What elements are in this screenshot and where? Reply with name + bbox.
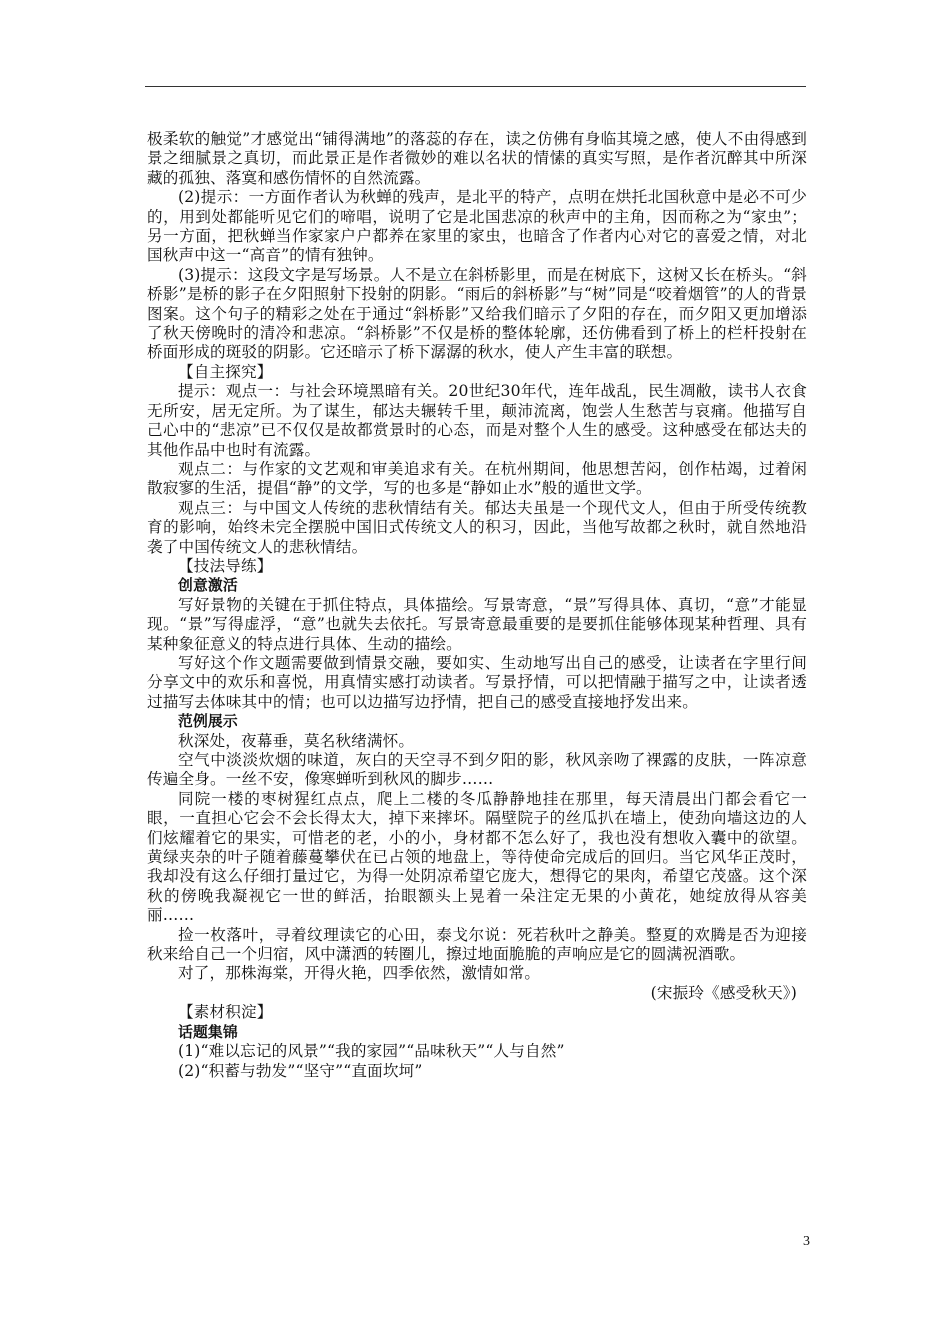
subheading-creative: 创意激活 bbox=[178, 577, 238, 595]
section-heading-material: 【素材积淀】 bbox=[178, 1003, 273, 1022]
header-rule bbox=[145, 86, 806, 87]
paragraph-example-5: 对了，那株海棠，开得火艳，四季依然，激情如常。 bbox=[178, 964, 541, 983]
paragraph-example-4: 捡一枚落叶，寻着纹理读它的心田，泰戈尔说：死若秋叶之静美。整夏的欢腾是否为迎接秋来给自己一个归宿，风中潇洒的转圈儿，擦过地面脆脆的声响应是它的圆满祝酒歌。 bbox=[147, 925, 807, 964]
citation: (宋振玲《感受秋天》) bbox=[650, 983, 797, 1002]
paragraph-example-1: 秋深处，夜幕垂，莫名秋绪满怀。 bbox=[178, 731, 415, 750]
paragraph-creative-1: 写好景物的关键在于抓住特点，具体描绘。写景寄意，“景”写得具体、真切，“意”才能显现。“景”写得虚浮，“意”也就失去依托。写景寄意最重要的是要抓住能够体现某种哲理、具有某种象征意义的特点进行具体、生动的描绘。 bbox=[147, 595, 807, 653]
paragraph-hint-3: (3)提示：这段文字是写场景。人不是立在斜桥影里，而是在树底下，这树又长在桥头。“斜桥影”是桥的影子在夕阳照射下投射的阴影。“雨后的斜桥影”与“树”同是“咬着烟管”的人的背景图案。这个句子的精彩之处在于通过“斜桥影”又给我们暗示了夕阳的存在，而夕阳又更加增添了秋天傍晚时的清冷和悲凉。“斜桥影”不仅是桥的整体轮廓，还仿佛看到了桥上的栏杆投射在桥面形成的斑驳的阴影。它还暗示了桥下潺潺的秋水，使人产生丰富的联想。 bbox=[147, 265, 807, 362]
paragraph-continued: 极柔软的触觉”才感觉出“铺得满地”的落蕊的存在，读之仿佛有身临其境之感，使人不由得感到景之细腻景之真切，而此景正是作者微妙的难以名状的情愫的真实写照，是作者沉醉其中所深藏的孤独、落寞和感伤情怀的自然流露。 bbox=[147, 130, 807, 187]
page-number: 3 bbox=[803, 1234, 810, 1249]
paragraph-creative-2: 写好这个作文题需要做到情景交融，要如实、生动地写出自己的感受，让读者在字里行间分享文中的欢乐和喜悦，用真情实感打动读者。写景抒情，可以把情融于描写之中，让读者透过描写去体味其中的情；也可以边描写边抒情，把自己的感受直接地抒发出来。 bbox=[147, 653, 807, 711]
section-heading-technique: 【技法导练】 bbox=[178, 556, 273, 575]
paragraph-view-2: 观点二：与作家的文艺观和审美追求有关。在杭州期间，他思想苦闷，创作枯竭，过着闲散寂寥的生活，提倡“静”的文学，写的也多是“静如止水”般的遁世文学。 bbox=[147, 459, 807, 498]
subheading-example: 范例展示 bbox=[178, 713, 238, 731]
document-body bbox=[147, 130, 807, 1081]
paragraph-view-1: 提示：观点一：与社会环境黑暗有关。20世纪30年代，连年战乱，民生凋敝，读书人衣食无所安，居无定所。为了谋生，郁达夫辗转千里，颠沛流离，饱尝人生愁苦与哀痛。他描写自己心中的“悲凉”已不仅仅是故都赏景时的心态，而是对整个人生的感受。这种感受在郁达夫的其他作品中也时有流露。 bbox=[147, 382, 807, 459]
topic-list-item-2: (2)“积蓄与勃发”“坚守”“直面坎坷” bbox=[178, 1061, 423, 1080]
subheading-topics: 话题集锦 bbox=[178, 1023, 238, 1041]
paragraph-hint-2: (2)提示：一方面作者认为秋蝉的残声，是北平的特产，点明在烘托北国秋意中是必不可少的，用到处都能听见它们的啼唱，说明了它是北国悲凉的秋声中的主角，因而称之为“家虫”；另一方面，把秋蝉当作家家户户都养在家里的家虫，也暗含了作者内心对它的喜爱之情，对北国秋声中这一“高音”的情有独钟。 bbox=[147, 188, 807, 265]
section-heading-explore: 【自主探究】 bbox=[178, 362, 273, 381]
paragraph-example-2: 空气中淡淡炊烟的味道，灰白的天空寻不到夕阳的影，秋风亲吻了裸露的皮肤，一阵凉意传遍全身。一丝不安，像寒蝉听到秋风的脚步…… bbox=[147, 751, 807, 789]
paragraph-example-3: 同院一楼的枣树猩红点点，爬上二楼的冬瓜静静地挂在那里，每天清晨出门都会看它一眼，一直担心它会不会长得太大，掉下来摔坏。隔壁院子的丝瓜扒在墙上，使劲向墙这边的人们炫耀着它的果实，可惜老的老，小的小，身材都不怎么好了，我也没有想收入囊中的欲望。黄绿夹杂的叶子随着藤蔓攀伏在已占领的地盘上，等待使命完成后的回归。当它风华正茂时，我却没有这么仔细打量过它，为得一处阴凉希望它庞大，想得它的果肉，希望它茂盛。这个深秋的傍晚我凝视它一世的鲜活，抬眼额头上晃着一朵注定无果的小黄花，她绽放得从容美丽…… bbox=[147, 789, 807, 925]
topic-list-item-1: (1)“难以忘记的风景”“我的家园”“品味秋天”“人与自然” bbox=[178, 1042, 565, 1061]
paragraph-view-3: 观点三：与中国文人传统的悲秋情结有关。郁达夫虽是一个现代文人，但由于所受传统教育的影响，始终未完全摆脱中国旧式传统文人的积习，因此，当他写故都之秋时，就自然地沿袭了中国传统文人的悲秋情结。 bbox=[147, 498, 807, 556]
